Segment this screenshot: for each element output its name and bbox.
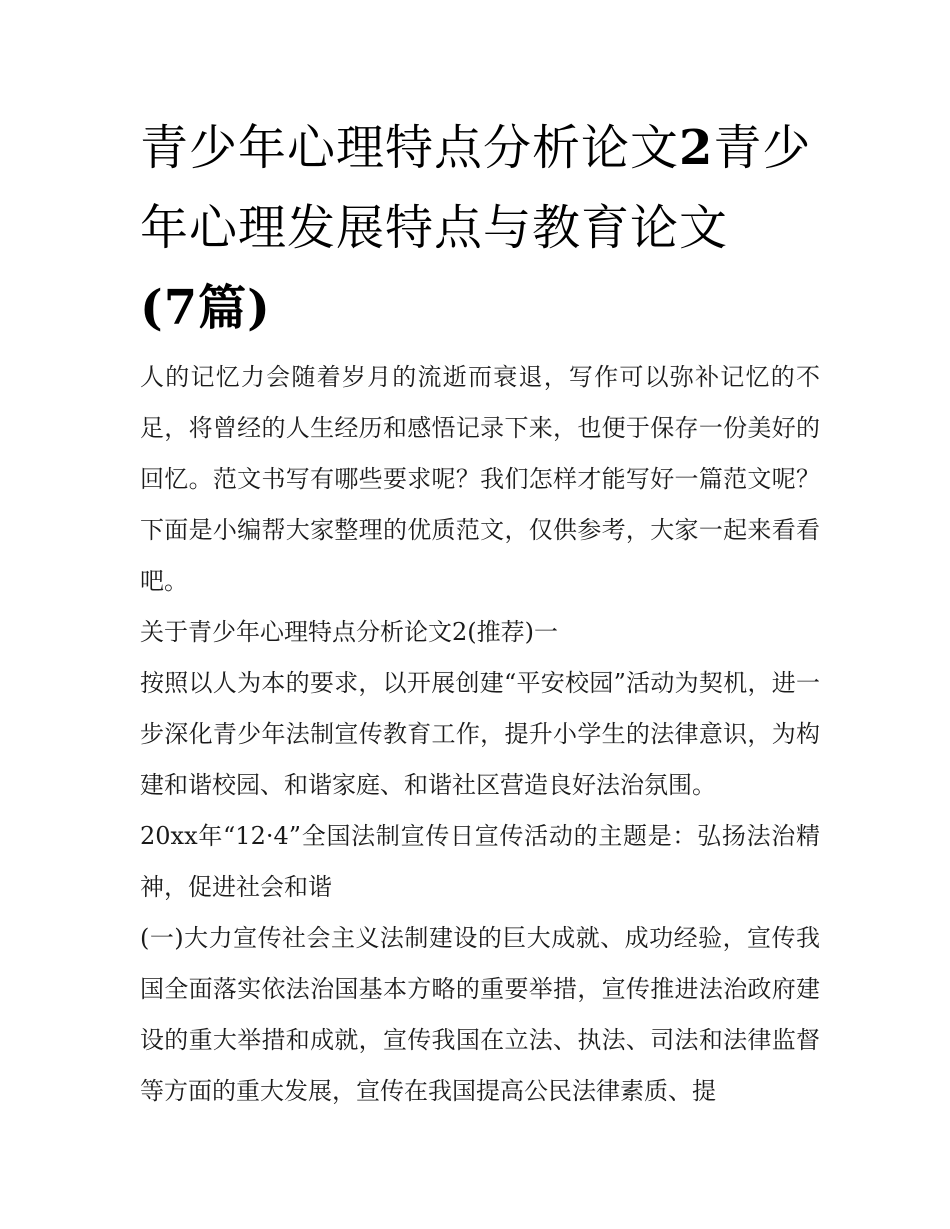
- body-paragraph: 按照以人为本的要求，以开展创建“平安校园”活动为契机，进一步深化青少年法制宣传教育工作，提升小学生的法律意识，为构建和谐校园、和谐家庭、和谐社区营造良好法治氛围。: [140, 669, 820, 799]
- title-text-part2: 青少年心理发展特点与教育论文: [140, 120, 812, 256]
- title-text-part1: 青少年心理特点分析论文: [140, 120, 680, 176]
- body-paragraph: (一)大力宣传社会主义法制建设的巨大成就、成功经验，宣传我国全面落实依法治国基本方略的重要举措，宣传推进法治政府建设的重大举措和成就，宣传我国在立法、执法、司法和法律监督等方面的重大发展，宣传在我国提高公民法律素质、提: [140, 924, 820, 1105]
- title-unit: 篇): [198, 280, 271, 336]
- section-heading: 关于青少年心理特点分析论文2(推荐)一: [140, 618, 558, 646]
- title-number: 2: [679, 120, 714, 176]
- title-paren-open: (: [140, 280, 164, 336]
- document-title: [140, 108, 820, 348]
- theme-paragraph: 20xx年“12·4”全国法制宣传日宣传活动的主题是：弘扬法治精神，促进社会和谐: [140, 822, 820, 901]
- intro-paragraph: 人的记忆力会随着岁月的流逝而衰退，写作可以弥补记忆的不足，将曾经的人生经历和感悟记录下来，也便于保存一份美好的回忆。范文书写有哪些要求呢？我们怎样才能写好一篇范文呢？下面是小编帮大家整理的优质范文，仅供参考，大家一起来看看吧。: [140, 363, 820, 595]
- title-count: 7: [163, 280, 199, 336]
- document-body: [140, 352, 820, 1117]
